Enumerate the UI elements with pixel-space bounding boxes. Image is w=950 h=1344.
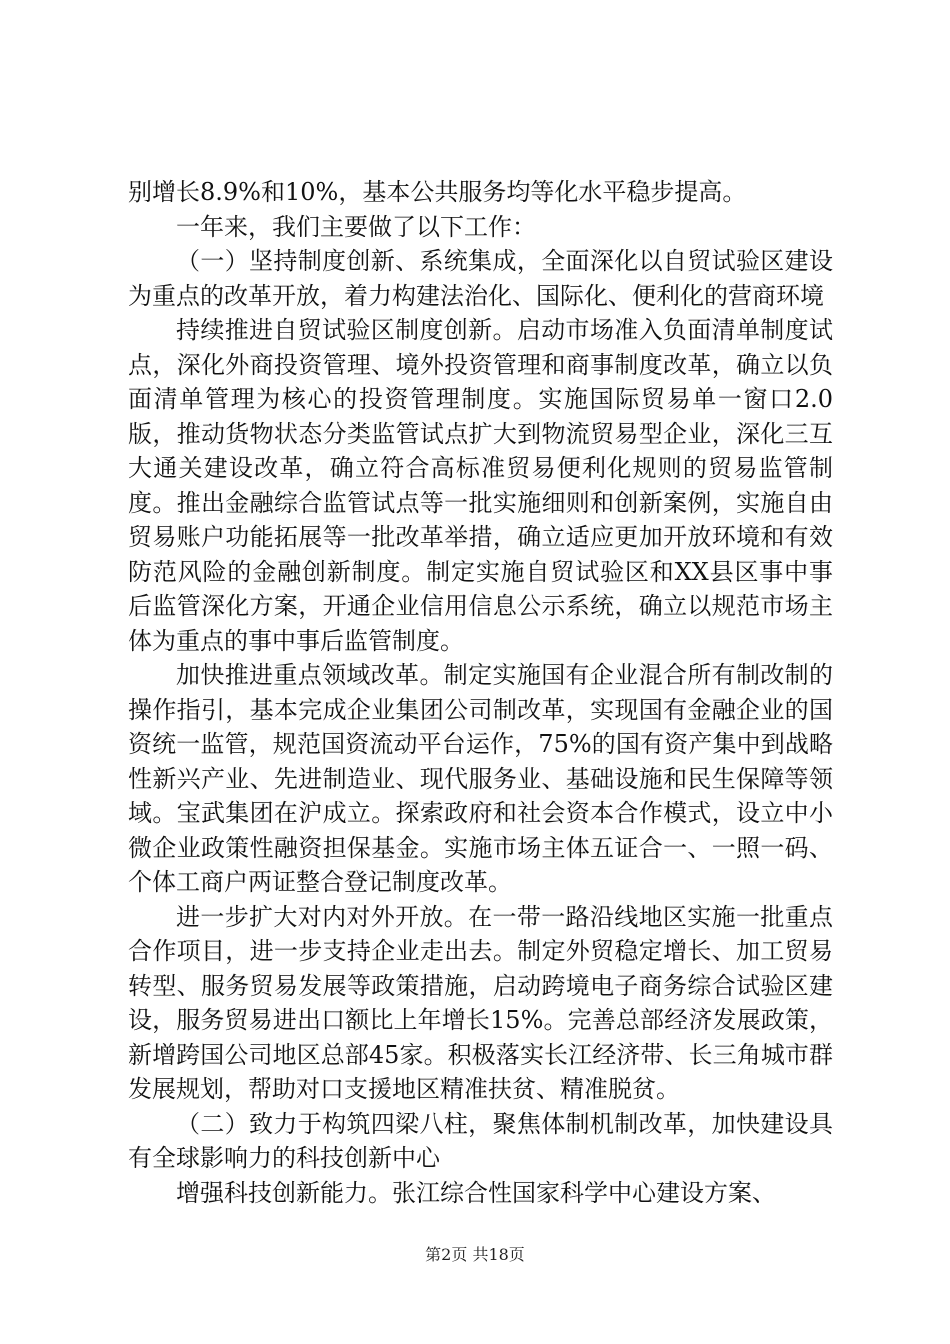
paragraph-1: 别增长8.9%和10%，基本公共服务均等化水平稳步提高。	[128, 178, 747, 206]
paragraph-6: 增强科技创新能力。张江综合性国家科学中心建设方案、	[176, 1178, 776, 1207]
section-heading-2: （二）致力于构筑四梁八柱，聚焦体制机制改革，加快建设具有全球影响力的科技创新中心	[128, 1109, 833, 1172]
paragraph-2: 一年来，我们主要做了以下工作：	[176, 212, 536, 241]
paragraph-5: 进一步扩大对内对外开放。在一带一路沿线地区实施一批重点合作项目，进一步支持企业走出去。制定外贸稳定增长、加工贸易转型、服务贸易发展等政策措施，启动跨境电子商务综合试验区建设，服务贸易进出口额比上年增长15%。完善总部经济发展政策，新增跨国公司地区总部45家。积极落实长江经济带、长三角城市群发展规划，帮助对口支援地区精准扶贫、精准脱贫。	[128, 902, 833, 1103]
page-footer: 第2页 共18页	[425, 1245, 525, 1264]
paragraph-4: 加快推进重点领域改革。制定实施国有企业混合所有制改制的操作指引，基本完成企业集团公司制改革，实现国有金融企业的国资统一监管，规范国资流动平台运作，75%的国有资产集中到战略性新兴产业、先进制造业、现代服务业、基础设施和民生保障等领域。宝武集团在沪成立。探索政府和社会资本合作模式，设立中小微企业政策性融资担保基金。实施市场主体五证合一、一照一码、个体工商户两证整合登记制度改革。	[128, 661, 833, 896]
paragraph-3: 持续推进自贸试验区制度创新。启动市场准入负面清单制度试点，深化外商投资管理、境外投资管理和商事制度改革，确立以负面清单管理为核心的投资管理制度。实施国际贸易单一窗口2.0版，推动货物状态分类监管试点扩大到物流贸易型企业，深化三互大通关建设改革，确立符合高标准贸易便利化规则的贸易监管制度。推出金融综合监管试点等一批实施细则和创新案例，实施自由贸易账户功能拓展等一批改革举措，确立适应更加开放环境和有效防范风险的金融创新制度。制定实施自贸试验区和XX县区事中事后监管深化方案，开通企业信用信息公示系统，确立以规范市场主体为重点的事中事后监管制度。	[128, 316, 833, 655]
section-heading-1: （一）坚持制度创新、系统集成，全面深化以自贸试验区建设为重点的改革开放，着力构建法治化、国际化、便利化的营商环境	[128, 247, 833, 310]
document-body	[128, 175, 833, 1210]
